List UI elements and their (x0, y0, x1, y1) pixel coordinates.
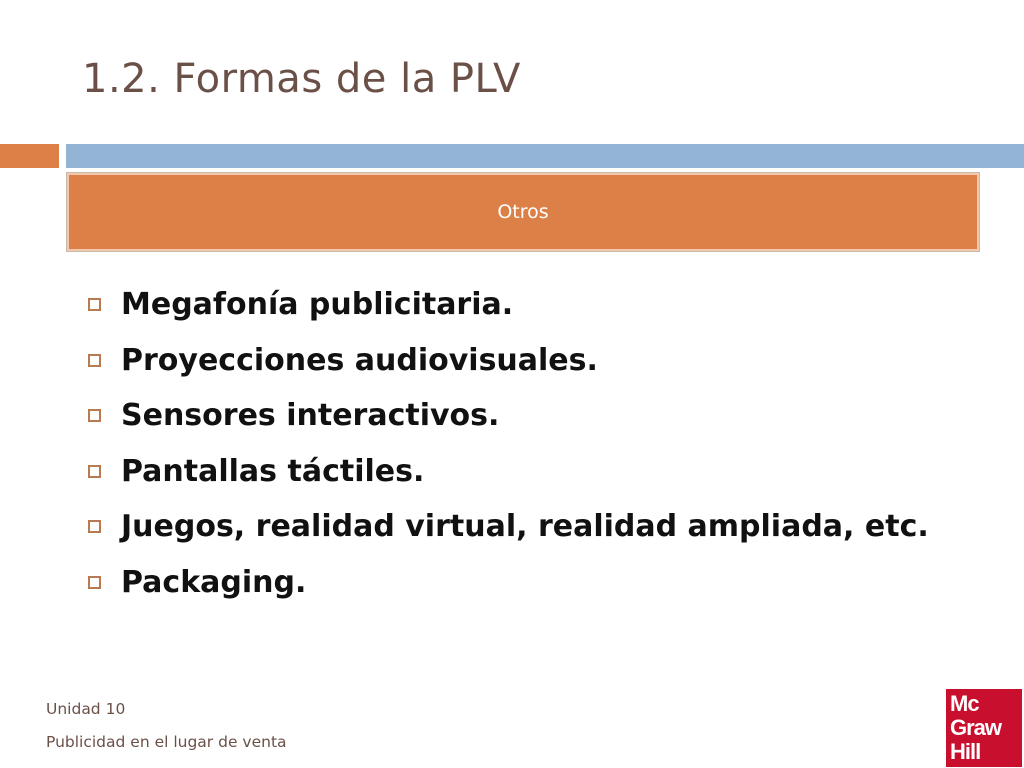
square-bullet-icon (88, 520, 101, 533)
list-item (88, 499, 929, 555)
logo-line: Mc (950, 691, 979, 716)
accent-bar-orange (0, 144, 59, 168)
logo-line: Graw (950, 715, 1002, 740)
category-banner (66, 172, 980, 252)
bullet-text: Juegos, realidad virtual, realidad ampliada, etc. (121, 509, 929, 545)
accent-bar-blue (66, 144, 1024, 168)
bullet-text: Packaging. (121, 564, 307, 600)
logo-line: Hill (950, 739, 981, 764)
bullet-text: Sensores interactivos. (121, 398, 500, 434)
footer-unit: Unidad 10 (46, 700, 126, 718)
bullet-list (88, 277, 929, 610)
square-bullet-icon (88, 298, 101, 311)
footer-topic: Publicidad en el lugar de venta (46, 733, 287, 751)
category-label: Otros (497, 201, 549, 223)
bullet-text: Proyecciones audiovisuales. (121, 342, 598, 378)
square-bullet-icon (88, 576, 101, 589)
bullet-text: Megafonía publicitaria. (121, 287, 514, 323)
publisher-logo (946, 689, 1022, 767)
square-bullet-icon (88, 409, 101, 422)
list-item (88, 333, 929, 389)
slide-title: 1.2. Formas de la PLV (82, 56, 521, 102)
bullet-text: Pantallas táctiles. (121, 453, 425, 489)
list-item (88, 388, 929, 444)
list-item (88, 444, 929, 500)
square-bullet-icon (88, 354, 101, 367)
list-item (88, 277, 929, 333)
list-item (88, 555, 929, 611)
square-bullet-icon (88, 465, 101, 478)
